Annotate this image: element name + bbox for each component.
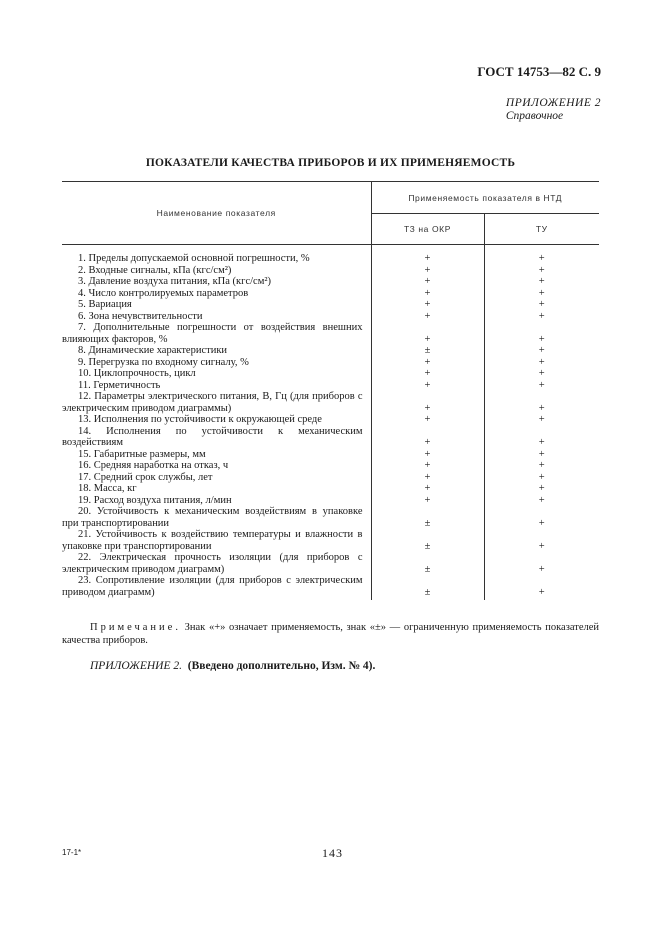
table-row — [62, 311, 599, 323]
table-row — [62, 460, 599, 472]
table-row — [62, 380, 599, 392]
applicability-tz: + — [371, 368, 484, 380]
table-row — [62, 345, 599, 357]
column-header-tz: ТЗ на ОКР — [371, 214, 484, 245]
amendment-text: (Введено дополнительно, Изм. № 4). — [187, 660, 376, 672]
table-row — [62, 276, 599, 288]
table-row — [62, 414, 599, 426]
appendix-heading — [506, 97, 601, 123]
applicability-tz: + — [371, 495, 484, 507]
applicability-tu: + — [538, 333, 545, 345]
applicability-tu: + — [538, 287, 545, 299]
applicability-tz: + — [371, 472, 484, 484]
indicator-name: 20. Устойчивость к механическим воздействиям в упаковке при транспортировании — [62, 506, 371, 529]
table-row — [62, 288, 599, 300]
table-row — [62, 483, 599, 495]
table-row — [62, 472, 599, 484]
document-code: ГОСТ 14753—82 С. 9 — [477, 64, 601, 79]
indicator-name: 23. Сопротивление изоляции (для приборов с электрическим приводом диаграмм) — [62, 575, 371, 600]
column-header-tu: ТУ — [484, 214, 599, 245]
table-row — [62, 391, 599, 414]
sheet-mark: 17-1* — [62, 848, 82, 857]
applicability-tu: + — [538, 563, 545, 575]
indicator-name: 12. Параметры электрического питания, В, Гц (для приборов с электрическим приводом диаграммы) — [62, 391, 371, 414]
table-row — [62, 426, 599, 449]
indicator-name: 18. Масса, кг — [62, 483, 371, 495]
applicability-tz: + — [371, 460, 484, 472]
applicability-tz: + — [371, 299, 484, 311]
applicability-tu: + — [538, 345, 545, 356]
applicability-tu: + — [538, 414, 545, 425]
indicator-name: 1. Пределы допускаемой основной погрешности, % — [62, 245, 371, 265]
applicability-tu: + — [538, 448, 545, 460]
indicator-name: 3. Давление воздуха питания, кПа (кгс/см²) — [62, 276, 371, 288]
applicability-tu: + — [538, 517, 545, 529]
table-row — [62, 265, 599, 277]
indicators-table — [62, 181, 599, 600]
applicability-tu: + — [538, 402, 545, 414]
applicability-tu: + — [538, 299, 545, 310]
note-label: Примечание. — [90, 622, 181, 633]
applicability-tu: + — [538, 494, 545, 506]
applicability-tz: + — [371, 288, 484, 300]
applicability-tu: + — [538, 483, 545, 494]
applicability-tz: + — [371, 449, 484, 461]
amendment-label: ПРИЛОЖЕНИЕ 2. — [90, 660, 182, 672]
applicability-tu: + — [538, 471, 545, 483]
table-row — [62, 357, 599, 369]
table-row — [62, 368, 599, 380]
indicator-name: 9. Перегрузка по входному сигналу, % — [62, 357, 371, 369]
note-text: Знак «+» означает применяемость, знак «±» — ограниченную применяемость показателей качества приборов. — [62, 622, 600, 646]
applicability-tu: + — [538, 356, 545, 368]
table-row — [62, 495, 599, 507]
applicability-tz: + — [371, 483, 484, 495]
applicability-tz: ± — [371, 552, 484, 575]
amendment-line — [90, 660, 375, 672]
applicability-tu: + — [538, 368, 545, 379]
applicability-tu: + — [538, 264, 545, 276]
table-row — [62, 575, 599, 600]
applicability-tz: + — [371, 245, 484, 265]
applicability-tu: + — [538, 276, 545, 287]
table-note — [62, 621, 599, 647]
table-row — [62, 245, 599, 265]
applicability-tu: + — [538, 379, 545, 391]
applicability-tz: + — [371, 276, 484, 288]
applicability-tz: + — [371, 414, 484, 426]
table-body — [62, 245, 599, 601]
applicability-tu: + — [538, 460, 545, 471]
applicability-tz: ± — [371, 506, 484, 529]
applicability-tz: ± — [371, 575, 484, 600]
indicator-name: 19. Расход воздуха питания, л/мин — [62, 495, 371, 507]
indicator-name: 11. Герметичность — [62, 380, 371, 392]
column-header-name: Наименование показателя — [62, 182, 371, 245]
indicator-name: 6. Зона нечувствительности — [62, 311, 371, 323]
table-row — [62, 299, 599, 311]
applicability-tz: + — [371, 311, 484, 323]
indicator-name: 7. Дополнительные погрешности от воздействия внешних влияющих факторов, % — [62, 322, 371, 345]
column-header-group: Применяемость показателя в НТД — [371, 182, 599, 214]
applicability-tu: + — [538, 253, 545, 264]
applicability-tu: + — [538, 437, 545, 448]
applicability-tz: ± — [371, 345, 484, 357]
table-row — [62, 449, 599, 461]
indicator-name: 17. Средний срок службы, лет — [62, 472, 371, 484]
page-title: ПОКАЗАТЕЛИ КАЧЕСТВА ПРИБОРОВ И ИХ ПРИМЕНЯЕМОСТЬ — [145, 157, 516, 169]
table-row — [62, 506, 599, 529]
applicability-tz: + — [371, 426, 484, 449]
indicator-name: 4. Число контролируемых параметров — [62, 288, 371, 300]
indicator-name: 14. Исполнения по устойчивости к механическим воздействиям — [62, 426, 371, 449]
indicator-name: 16. Средняя наработка на отказ, ч — [62, 460, 371, 472]
appendix-type: Справочное — [505, 110, 564, 122]
table-row — [62, 322, 599, 345]
table-row — [62, 552, 599, 575]
indicator-name: 22. Электрическая прочность изоляции (для приборов с электрическим приводом диаграмм) — [62, 552, 371, 575]
indicator-name: 2. Входные сигналы, кПа (кгс/см²) — [62, 265, 371, 277]
applicability-tz: ± — [371, 529, 484, 552]
applicability-tz: + — [371, 391, 484, 414]
applicability-tz: + — [371, 357, 484, 369]
applicability-tu: + — [538, 586, 545, 598]
applicability-tz: + — [371, 380, 484, 392]
page-number: 143 — [322, 846, 343, 860]
table-row — [62, 529, 599, 552]
indicator-name: 13. Исполнения по устойчивости к окружающей среде — [62, 414, 371, 426]
indicator-name: 10. Циклопрочность, цикл — [62, 368, 371, 380]
applicability-tu: + — [538, 310, 545, 322]
indicator-name: 21. Устойчивость к воздействию температуры и влажности в упаковке при транспортировании — [62, 529, 371, 552]
indicator-name: 8. Динамические характеристики — [62, 345, 371, 357]
applicability-tz: + — [371, 322, 484, 345]
applicability-tu: + — [538, 540, 545, 552]
appendix-label: ПРИЛОЖЕНИЕ 2 — [505, 97, 601, 109]
indicator-name: 15. Габаритные размеры, мм — [62, 449, 371, 461]
indicator-name: 5. Вариация — [62, 299, 371, 311]
applicability-tz: + — [371, 265, 484, 277]
